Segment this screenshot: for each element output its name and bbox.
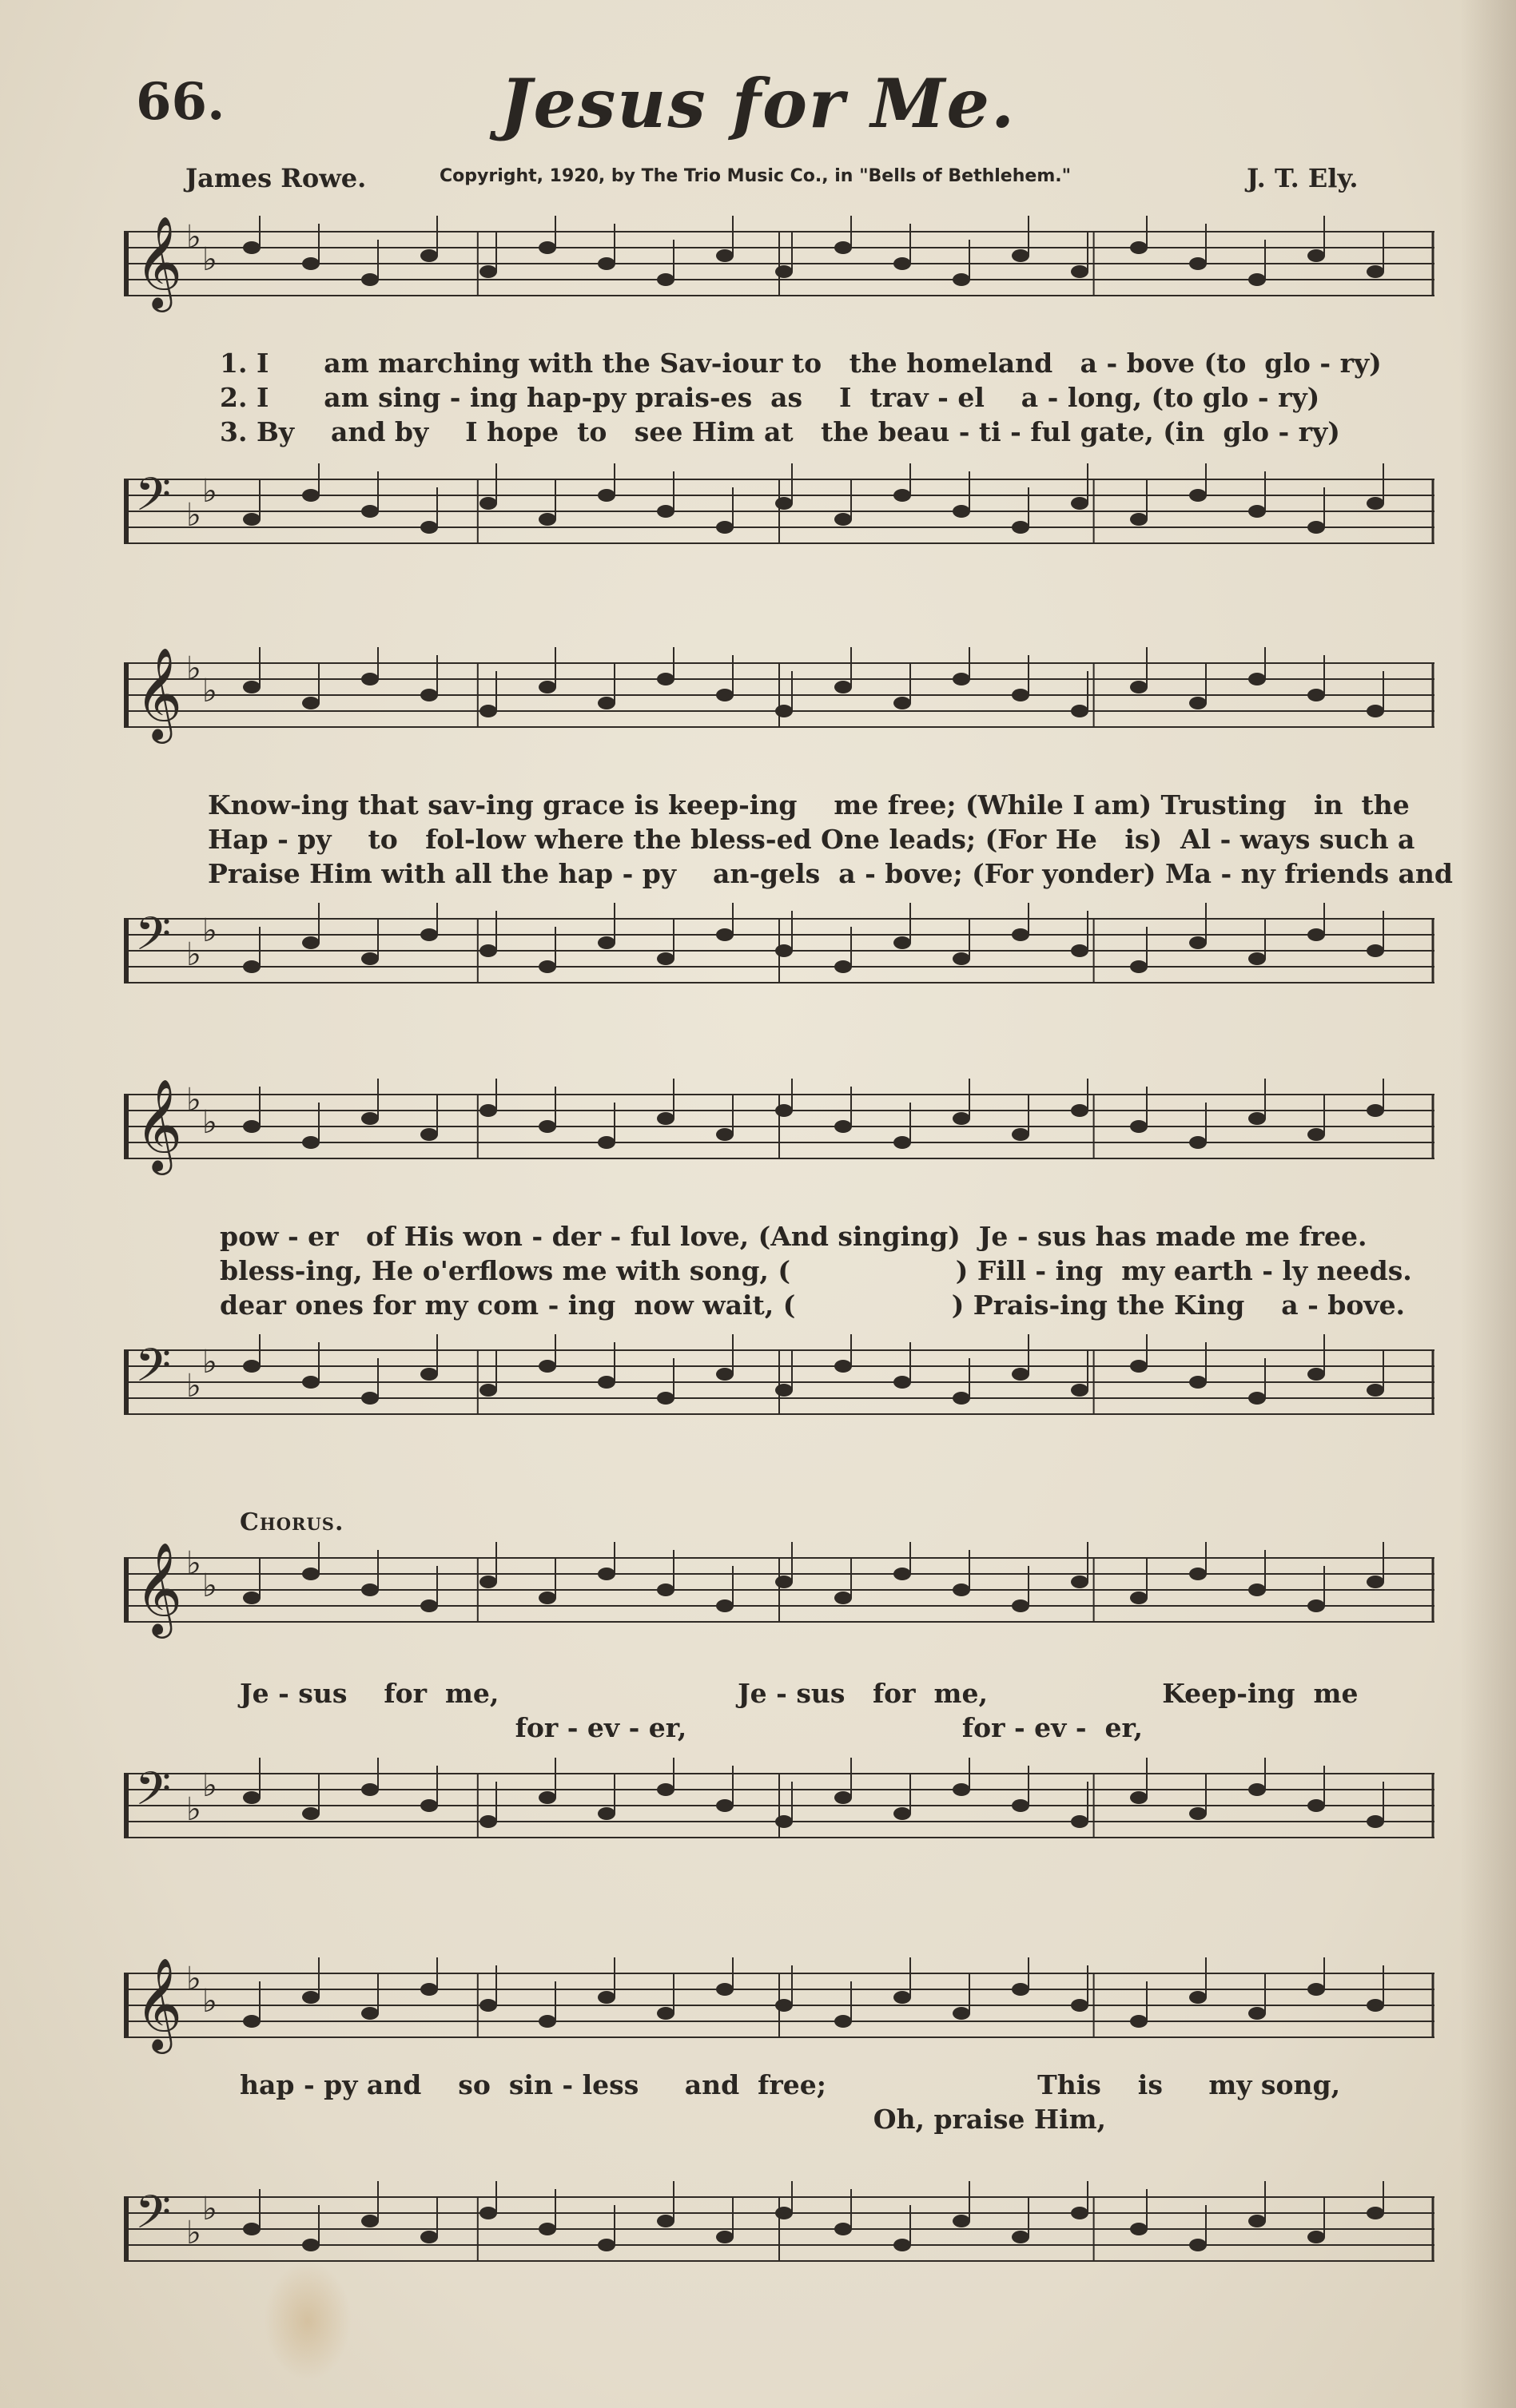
- note-head: [598, 489, 615, 502]
- bass-staff: [124, 2181, 1442, 2293]
- note-head: [1367, 1104, 1384, 1117]
- note-head: [1367, 1815, 1384, 1828]
- treble-staff: [124, 647, 1442, 759]
- note-head: [302, 1376, 320, 1389]
- note-head: [716, 521, 734, 534]
- note-head: [420, 689, 438, 701]
- note-head: [302, 1136, 320, 1149]
- bass-clef-icon: 𝄢: [135, 1338, 172, 1404]
- note-head: [1071, 1576, 1088, 1588]
- note-head: [361, 2215, 379, 2227]
- flat-icon: ♭: [186, 936, 201, 973]
- note-head: [834, 1360, 852, 1373]
- note-head: [1189, 489, 1207, 502]
- note-head: [1248, 673, 1266, 685]
- note-head: [716, 928, 734, 941]
- hymn-title: Jesus for Me.: [499, 64, 1017, 143]
- treble-clef-icon: 𝄞: [135, 1957, 183, 2050]
- note-head: [1012, 249, 1029, 262]
- lyric-line: hap - py and so sin - less and free; This is my song,: [240, 2069, 1341, 2100]
- system-bracket: [124, 1350, 129, 1414]
- note-head: [775, 1384, 793, 1397]
- note-head: [420, 1983, 438, 1996]
- flat-icon: ♭: [202, 673, 217, 709]
- note-head: [775, 265, 793, 278]
- note-head: [657, 505, 674, 518]
- note-head: [1307, 249, 1325, 262]
- note-head: [539, 1791, 556, 1804]
- note-head: [598, 2239, 615, 2251]
- note-head: [243, 960, 261, 973]
- note-head: [1248, 1783, 1266, 1796]
- note-head: [1189, 1136, 1207, 1149]
- note-head: [834, 241, 852, 254]
- flat-icon: ♭: [186, 219, 201, 256]
- note-head: [834, 1791, 852, 1804]
- note-head: [243, 1360, 261, 1373]
- flat-icon: ♭: [202, 912, 217, 949]
- note-head: [716, 2231, 734, 2243]
- note-head: [775, 705, 793, 717]
- note-head: [953, 1392, 970, 1405]
- note-head: [539, 960, 556, 973]
- note-head: [1248, 1392, 1266, 1405]
- note-head: [775, 1104, 793, 1117]
- note-head: [775, 1999, 793, 2012]
- note-head: [598, 1136, 615, 1149]
- note-head: [361, 1392, 379, 1405]
- note-head: [893, 1568, 911, 1580]
- note-head: [479, 497, 497, 510]
- flat-icon: ♭: [202, 1568, 217, 1604]
- note-head: [539, 2223, 556, 2235]
- note-head: [1307, 1799, 1325, 1812]
- note-head: [479, 265, 497, 278]
- note-head: [1189, 2239, 1207, 2251]
- note-head: [1130, 513, 1148, 526]
- note-head: [420, 2231, 438, 2243]
- note-head: [420, 521, 438, 534]
- flat-icon: ♭: [202, 241, 217, 278]
- note-head: [1248, 505, 1266, 518]
- note-head: [598, 1807, 615, 1820]
- note-head: [479, 944, 497, 957]
- note-head: [1248, 2007, 1266, 2020]
- note-head: [716, 1368, 734, 1381]
- lyric-line: Je - sus for me, Je - sus for me, Keep-ing me: [240, 1678, 1359, 1709]
- note-head: [1071, 2207, 1088, 2219]
- note-head: [1012, 1599, 1029, 1612]
- note-head: [893, 2239, 911, 2251]
- note-head: [657, 1392, 674, 1405]
- system-bracket: [124, 479, 129, 543]
- note-head: [302, 1807, 320, 1820]
- note-head: [1071, 705, 1088, 717]
- flat-icon: ♭: [186, 1961, 201, 1997]
- lyric-line: Oh, praise Him,: [240, 2104, 1107, 2135]
- note-head: [1071, 1815, 1088, 1828]
- note-head: [1130, 241, 1148, 254]
- note-head: [1130, 1120, 1148, 1133]
- note-head: [539, 1360, 556, 1373]
- note-head: [716, 1983, 734, 1996]
- system-bracket: [124, 919, 129, 983]
- note-head: [539, 1591, 556, 1604]
- note-head: [657, 1783, 674, 1796]
- note-head: [1012, 1368, 1029, 1381]
- lyric-line: Hap - py to fol-low where the bless-ed One leads; (For He is) Al - ways such a: [208, 824, 1415, 855]
- note-head: [1248, 1583, 1266, 1596]
- note-head: [953, 2007, 970, 2020]
- bass-staff: [124, 1334, 1442, 1446]
- note-head: [1307, 1368, 1325, 1381]
- note-head: [1189, 1991, 1207, 2004]
- note-head: [361, 1583, 379, 1596]
- note-head: [1012, 1799, 1029, 1812]
- flat-icon: ♭: [186, 497, 201, 534]
- note-head: [539, 681, 556, 693]
- note-head: [657, 1583, 674, 1596]
- note-head: [302, 2239, 320, 2251]
- treble-clef-icon: 𝄞: [135, 647, 183, 740]
- flat-icon: ♭: [186, 1368, 201, 1405]
- note-head: [243, 1591, 261, 1604]
- note-head: [1012, 521, 1029, 534]
- note-head: [893, 1376, 911, 1389]
- note-head: [657, 1112, 674, 1125]
- note-head: [1071, 1104, 1088, 1117]
- note-head: [716, 249, 734, 262]
- note-head: [243, 2015, 261, 2028]
- note-head: [361, 1783, 379, 1796]
- lyric-line: Praise Him with all the hap - py an-gels a - bove; (For yonder) Ma - ny friends and: [208, 858, 1453, 889]
- note-head: [834, 1120, 852, 1133]
- note-head: [657, 673, 674, 685]
- note-head: [1367, 1999, 1384, 2012]
- note-head: [479, 1104, 497, 1117]
- lyric-line: 2. I am sing - ing hap-py prais-es as I trav - el a - long, (to glo - ry): [220, 382, 1320, 413]
- flat-icon: ♭: [202, 473, 217, 510]
- flat-icon: ♭: [186, 1082, 201, 1119]
- note-head: [775, 497, 793, 510]
- note-head: [479, 1384, 497, 1397]
- note-head: [1189, 257, 1207, 270]
- note-head: [598, 1568, 615, 1580]
- note-head: [420, 928, 438, 941]
- note-head: [953, 505, 970, 518]
- chorus-label: Chorus.: [240, 1508, 344, 1536]
- note-head: [361, 952, 379, 965]
- note-head: [1367, 705, 1384, 717]
- note-head: [953, 273, 970, 286]
- bass-clef-icon: 𝄢: [135, 1762, 172, 1827]
- lyric-line: pow - er of His won - der - ful love, (And singing) Je - sus has made me free.: [220, 1221, 1367, 1252]
- note-head: [834, 513, 852, 526]
- system-bracket: [124, 1774, 129, 1838]
- note-head: [1248, 952, 1266, 965]
- treble-staff: [124, 1079, 1442, 1190]
- note-head: [775, 1815, 793, 1828]
- flat-icon: ♭: [186, 2215, 201, 2251]
- note-head: [1130, 681, 1148, 693]
- flat-icon: ♭: [202, 1983, 217, 2020]
- note-head: [1307, 928, 1325, 941]
- composer-credit: J. T. Ely.: [1247, 163, 1359, 193]
- note-head: [302, 936, 320, 949]
- note-head: [598, 1991, 615, 2004]
- note-head: [1130, 1591, 1148, 1604]
- system-bracket: [124, 232, 129, 296]
- note-head: [953, 952, 970, 965]
- note-head: [243, 2223, 261, 2235]
- note-head: [893, 936, 911, 949]
- note-head: [302, 257, 320, 270]
- note-head: [953, 1783, 970, 1796]
- note-head: [1248, 273, 1266, 286]
- note-head: [479, 1576, 497, 1588]
- note-head: [1307, 1128, 1325, 1141]
- note-head: [420, 1368, 438, 1381]
- note-head: [479, 1999, 497, 2012]
- lyric-line: 1. I am marching with the Sav-iour to the homeland a - bove (to glo - ry): [220, 348, 1382, 379]
- system-bracket: [124, 663, 129, 727]
- note-head: [657, 2215, 674, 2227]
- note-head: [598, 257, 615, 270]
- note-head: [1367, 944, 1384, 957]
- note-head: [1012, 928, 1029, 941]
- note-head: [893, 489, 911, 502]
- bass-staff: [124, 903, 1442, 1015]
- note-head: [1307, 1983, 1325, 1996]
- flat-icon: ♭: [186, 650, 201, 687]
- note-head: [361, 673, 379, 685]
- note-head: [1248, 2215, 1266, 2227]
- lyric-line: 3. By and by I hope to see Him at the beau - ti - ful gate, (in glo - ry): [220, 416, 1340, 447]
- note-head: [243, 513, 261, 526]
- note-head: [953, 1583, 970, 1596]
- flat-icon: ♭: [186, 1545, 201, 1582]
- note-head: [420, 1128, 438, 1141]
- flat-icon: ♭: [202, 1767, 217, 1804]
- note-head: [834, 681, 852, 693]
- note-head: [361, 1112, 379, 1125]
- note-head: [479, 1815, 497, 1828]
- note-head: [302, 1568, 320, 1580]
- note-head: [302, 489, 320, 502]
- note-head: [1367, 1384, 1384, 1397]
- note-head: [1130, 2015, 1148, 2028]
- note-head: [1307, 689, 1325, 701]
- note-head: [1071, 497, 1088, 510]
- note-head: [1307, 1599, 1325, 1612]
- note-head: [775, 1576, 793, 1588]
- note-head: [361, 505, 379, 518]
- note-head: [1189, 1376, 1207, 1389]
- note-head: [1307, 2231, 1325, 2243]
- system-bracket: [124, 1095, 129, 1158]
- note-head: [716, 689, 734, 701]
- lyric-line: Know-ing that sav-ing grace is keep-ing me free; (While I am) Trusting in the: [208, 789, 1410, 821]
- note-head: [1071, 1384, 1088, 1397]
- note-head: [893, 697, 911, 709]
- note-head: [539, 2015, 556, 2028]
- note-head: [1248, 1112, 1266, 1125]
- note-head: [539, 241, 556, 254]
- flat-icon: ♭: [202, 1104, 217, 1141]
- flat-icon: ♭: [202, 2191, 217, 2227]
- note-head: [1012, 2231, 1029, 2243]
- lyric-line: dear ones for my com - ing now wait, ( ) Prais-ing the King a - bove.: [220, 1289, 1406, 1321]
- note-head: [598, 697, 615, 709]
- note-head: [1071, 265, 1088, 278]
- note-head: [657, 273, 674, 286]
- note-head: [775, 944, 793, 957]
- note-head: [834, 1591, 852, 1604]
- flat-icon: ♭: [202, 1344, 217, 1381]
- lyric-line: for - ev - er, for - ev - er,: [240, 1712, 1143, 1743]
- note-head: [539, 513, 556, 526]
- note-head: [893, 1991, 911, 2004]
- note-head: [479, 2207, 497, 2219]
- treble-staff: [124, 1957, 1442, 2069]
- note-head: [1367, 497, 1384, 510]
- note-head: [1012, 1128, 1029, 1141]
- note-head: [243, 681, 261, 693]
- note-head: [598, 1376, 615, 1389]
- note-head: [1130, 2223, 1148, 2235]
- flat-icon: ♭: [186, 1791, 201, 1828]
- note-head: [361, 273, 379, 286]
- treble-clef-icon: 𝄞: [135, 216, 183, 308]
- lyricist-credit: James Rowe.: [185, 163, 367, 193]
- treble-staff: [124, 1542, 1442, 1654]
- note-head: [893, 1807, 911, 1820]
- note-head: [893, 1136, 911, 1149]
- hymn-number: 66.: [136, 72, 225, 132]
- note-head: [834, 960, 852, 973]
- system-bracket: [124, 2197, 129, 2261]
- note-head: [1367, 265, 1384, 278]
- copyright-notice: Copyright, 1920, by The Trio Music Co., in "Bells of Bethlehem.": [440, 166, 1072, 186]
- note-head: [1189, 1807, 1207, 1820]
- note-head: [1189, 1568, 1207, 1580]
- note-head: [953, 673, 970, 685]
- note-head: [302, 697, 320, 709]
- lyric-line: bless-ing, He o'erflows me with song, ( ) Fill - ing my earth - ly needs.: [220, 1255, 1412, 1286]
- note-head: [953, 1112, 970, 1125]
- note-head: [302, 1991, 320, 2004]
- note-head: [775, 2207, 793, 2219]
- note-head: [657, 2007, 674, 2020]
- note-head: [479, 705, 497, 717]
- note-head: [1130, 1360, 1148, 1373]
- note-head: [834, 2223, 852, 2235]
- bass-clef-icon: 𝄢: [135, 2185, 172, 2251]
- treble-clef-icon: 𝄞: [135, 1079, 183, 1171]
- bass-clef-icon: 𝄢: [135, 467, 172, 533]
- note-head: [243, 1791, 261, 1804]
- note-head: [953, 2215, 970, 2227]
- note-head: [1130, 960, 1148, 973]
- treble-staff: [124, 216, 1442, 328]
- note-head: [1130, 1791, 1148, 1804]
- note-head: [539, 1120, 556, 1133]
- note-head: [716, 1128, 734, 1141]
- note-head: [243, 241, 261, 254]
- system-bracket: [124, 1973, 129, 2037]
- note-head: [716, 1599, 734, 1612]
- note-head: [716, 1799, 734, 1812]
- note-head: [420, 1599, 438, 1612]
- bass-staff: [124, 463, 1442, 575]
- note-head: [1367, 1576, 1384, 1588]
- note-head: [1012, 1983, 1029, 1996]
- note-head: [420, 1799, 438, 1812]
- note-head: [1071, 1999, 1088, 2012]
- note-head: [1012, 689, 1029, 701]
- note-head: [1189, 697, 1207, 709]
- note-head: [657, 952, 674, 965]
- note-head: [1189, 936, 1207, 949]
- note-head: [598, 936, 615, 949]
- note-head: [893, 257, 911, 270]
- bass-staff: [124, 1758, 1442, 1870]
- note-head: [1071, 944, 1088, 957]
- note-head: [834, 2015, 852, 2028]
- bass-clef-icon: 𝄢: [135, 907, 172, 972]
- system-bracket: [124, 1558, 129, 1622]
- note-head: [420, 249, 438, 262]
- note-head: [243, 1120, 261, 1133]
- note-head: [361, 2007, 379, 2020]
- treble-clef-icon: 𝄞: [135, 1542, 183, 1635]
- note-head: [1307, 521, 1325, 534]
- note-head: [1367, 2207, 1384, 2219]
